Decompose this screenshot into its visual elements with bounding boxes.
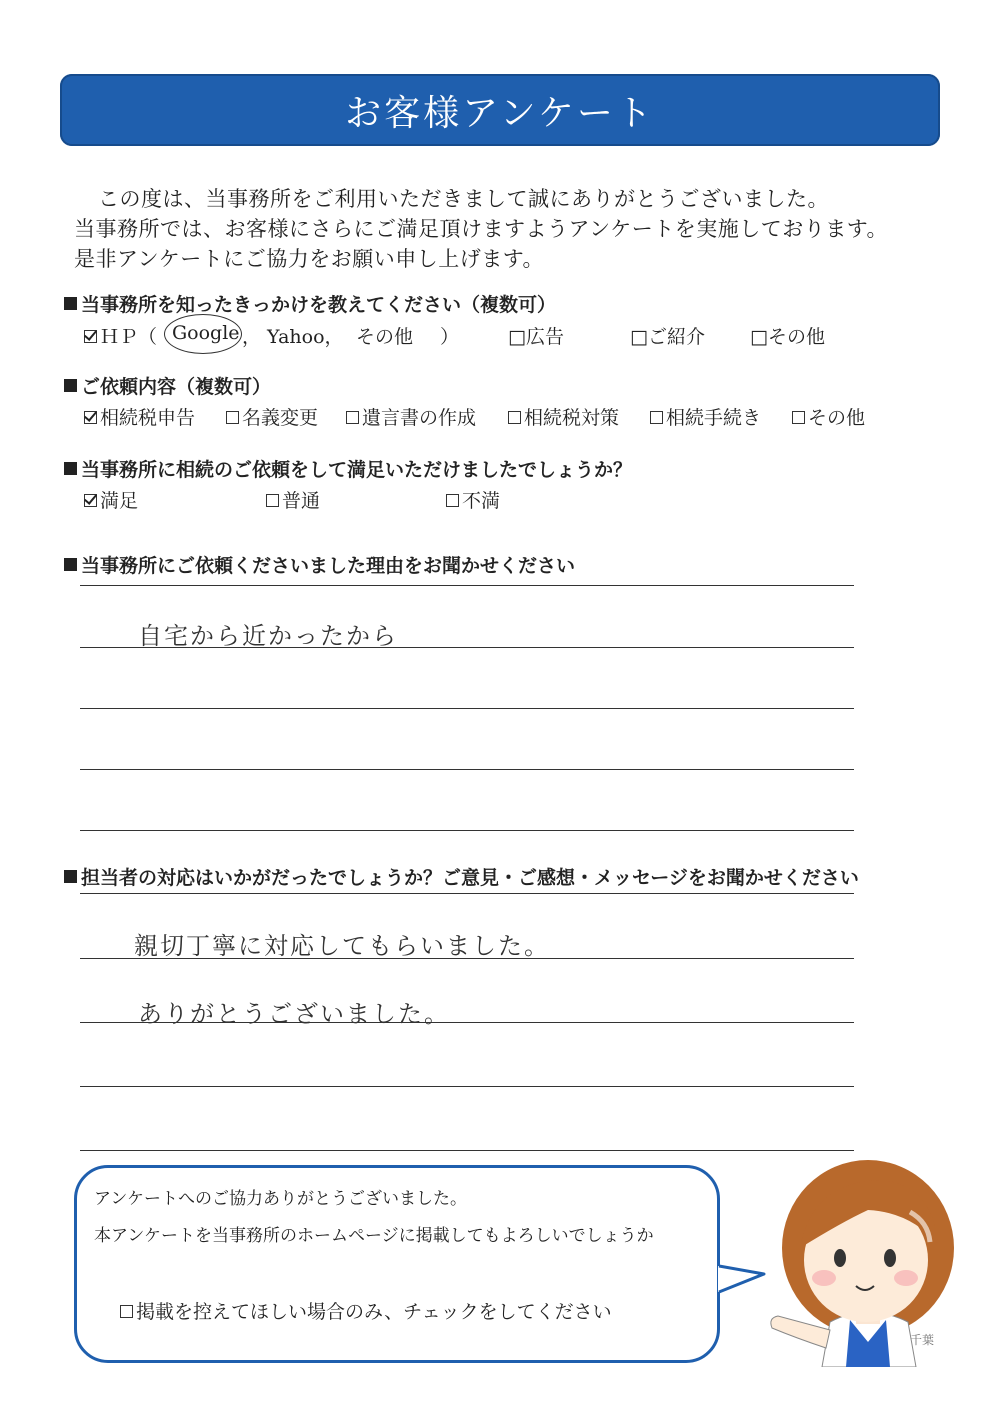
q5-answer-line-1[interactable]: 親切丁寧に対応してもらいました。 [134,932,550,960]
answer-rule [80,893,854,894]
checkbox-icon[interactable] [508,411,521,424]
question-3 [64,455,632,482]
bubble-line-1: アンケートへのご協力ありがとうございました。 [94,1189,467,1209]
question-2 [64,372,271,399]
bullet-square-icon [64,870,77,883]
checkbox-icon[interactable] [226,411,239,424]
q1-option-other[interactable]: □その他 [750,326,825,348]
q1-option-hp[interactable] [84,322,157,349]
q1-option-referral[interactable]: □ご紹介 [630,326,705,348]
q3-option-satisfied[interactable]: 満足 [84,486,138,513]
question-1 [64,290,556,317]
q3-option-average[interactable]: 普通 [266,486,320,513]
question-4 [64,551,575,578]
question-5-label: 担当者の対応はいかがだったでしょうか？ご意見・ご感想・メッセージをお聞かせください [81,867,859,889]
q1-hp-close: ） [440,326,460,348]
answer-rule [80,1022,854,1023]
bullet-square-icon [64,462,77,475]
q2-option-tax-planning[interactable]: 相続税対策 [508,403,619,430]
q1-yahoo: ， Yahoo， [242,326,344,348]
checkbox-icon[interactable] [266,494,279,507]
checkbox-icon[interactable] [346,411,359,424]
q1-other-in-hp: その他 [356,326,414,348]
bullet-square-icon [64,379,77,392]
q2-option-inheritance-tax-return[interactable]: 相続税申告 [84,403,195,430]
intro-text [74,184,954,274]
bullet-square-icon [64,297,77,310]
bubble-line-2: 本アンケートを当事務所のホームページに掲載してもよろしいでしょうか [94,1226,654,1246]
checkbox-checked-icon[interactable] [84,411,97,424]
title-banner [60,74,940,146]
publish-opt-out-checkbox[interactable] [120,1297,612,1324]
answer-rule [80,1086,854,1087]
answer-rule [80,585,854,586]
question-3-label: 当事務所に相続のご依頼をして満足いただけましたでしょうか？ [81,459,633,481]
checkbox-icon[interactable] [120,1305,133,1318]
q1-option-hp-label: ＨＰ（ [100,326,158,348]
answer-rule [80,1150,854,1151]
answer-rule [80,769,854,770]
answer-rule [80,708,854,709]
q2-option-other[interactable]: その他 [792,403,865,430]
q2-option-will[interactable]: 遺言書の作成 [346,403,476,430]
checkbox-checked-icon[interactable] [84,494,97,507]
q2-option-procedures[interactable]: 相続手続き [650,403,761,430]
checkbox-icon[interactable] [446,494,459,507]
answer-rule [80,830,854,831]
bullet-square-icon [64,558,77,571]
publish-opt-out-label: 掲載を控えてほしい場合のみ、チェックをしてください [136,1301,612,1323]
q2-option-name-change[interactable]: 名義変更 [226,403,318,430]
checkbox-icon[interactable] [650,411,663,424]
staff-name: 千葉 [910,1333,935,1347]
checkbox-checked-icon[interactable] [84,330,97,343]
q1-option-ad[interactable]: □広告 [508,326,564,348]
answer-rule [80,647,854,648]
question-1-label: 当事務所を知ったきっかけを教えてください（複数可） [81,294,557,316]
q4-answer-line-1[interactable]: 自宅から近かったから [138,622,398,650]
answer-rule [80,958,854,959]
q1-google: Google [172,322,240,344]
google-circle-mark [164,314,242,354]
intro-line-1: この度は、当事務所をご利用いただきまして誠にありがとうございました。 [98,187,829,211]
q5-answer-line-2[interactable]: ありがとうございました。 [138,1000,450,1028]
question-2-label: ご依頼内容（複数可） [81,376,272,398]
question-5 [64,863,859,890]
q3-option-dissatisfied[interactable]: 不満 [446,486,500,513]
checkbox-icon[interactable] [792,411,805,424]
question-4-label: 当事務所にご依頼くださいました理由をお聞かせください [81,555,576,577]
intro-line-3: 是非アンケートにご協力をお願い申し上げます。 [74,247,545,271]
intro-line-2: 当事務所では、お客様にさらにご満足頂けますようアンケートを実施しております。 [74,217,889,241]
page-title: お客様アンケート [345,92,655,134]
